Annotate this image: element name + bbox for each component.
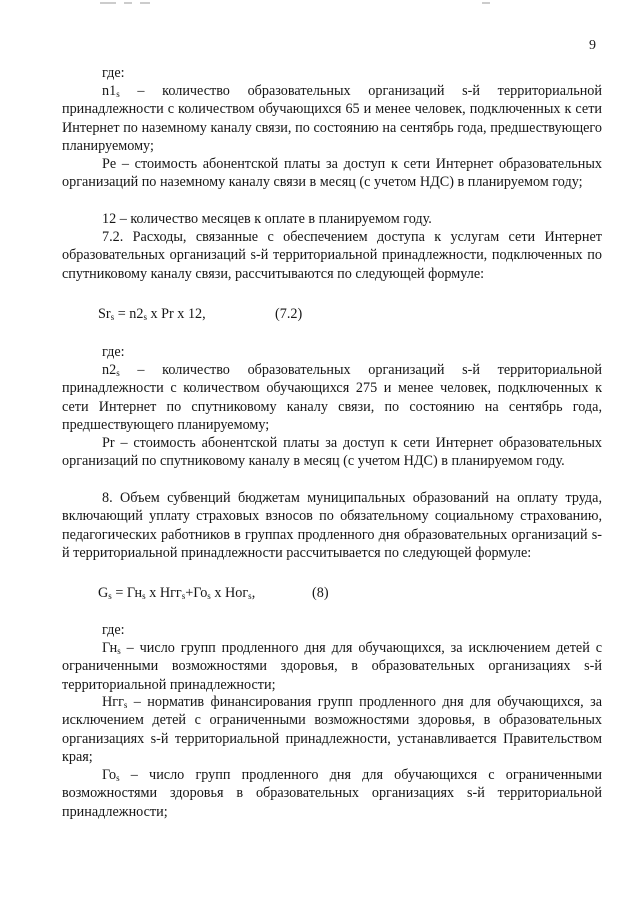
formula-mid: x Нгг <box>145 585 182 601</box>
formula-7-2 <box>98 305 328 323</box>
formula-lhs: G <box>98 585 109 601</box>
definition-text: – число групп продленного дня для обучающихся с ограниченными возможностями здоровья в образовательных организациях s-й территориальной принадлежности; <box>62 767 602 820</box>
where-label: где: <box>102 65 125 81</box>
subscript-s: s <box>123 700 128 710</box>
variable-gn: Гн <box>102 640 118 656</box>
formula-lhs: Sr <box>98 306 111 322</box>
definition-text: – число групп продленного дня для обучающихся, за исключением детей с ограниченными возможностями здоровья, в образовательных организациях s-й территориальной принадлежности; <box>62 640 602 693</box>
subscript-s: s <box>248 591 252 601</box>
formula-tail: , <box>251 585 256 601</box>
paragraph-n2s-definition <box>62 361 602 434</box>
paragraph-section-8: 8. Объем субвенций бюджетам муниципальных образований на оплату труда, включающий уплату страховых взносов по обязательному социальному страхованию, педагогических работников в группах продленного дня образовательных организаций s-й территориальной принадлежности рассчитывается по следующей формуле: <box>62 490 602 561</box>
subscript-s: s <box>116 773 120 783</box>
variable-n2: n2 <box>102 362 117 378</box>
formula-8 <box>98 584 348 602</box>
where-label: где: <box>102 622 125 638</box>
variable-go: Го <box>102 767 117 783</box>
definition-text: – количество образовательных организаций s-й территориальной принадлежности с количеством обучающихся 275 и менее человек, подключенных к сети Интернет по спутниковому каналу связи, по состоянию на сентябрь года, предшествующего планируемому; <box>62 362 602 433</box>
formula-number: (7.2) <box>275 306 303 322</box>
page-number: 9 <box>589 38 596 53</box>
variable-ngg: Нгг <box>102 694 124 710</box>
paragraph-months-definition: 12 – количество месяцев к оплате в планируемом году. <box>102 211 432 227</box>
definition-text: – количество образовательных организаций s-й территориальной принадлежности с количеством обучающихся 65 и менее человек, подключенных к сети Интернет по наземному каналу связи, по состоянию на сентябрь года, предшествующего планируемому; <box>62 83 602 154</box>
paragraph-section-7-2: 7.2. Расходы, связанные с обеспечением доступа к услугам сети Интернет образовательных организаций s-й территориальной принадлежности, подключенных по спутниковому каналу связи, рассчитываются по следующей формуле: <box>62 229 602 282</box>
subscript-s: s <box>116 368 120 378</box>
paragraph-pr-definition: Pr – стоимость абонентской платы за доступ к сети Интернет образовательных организаций по спутниковому каналу в месяц (с учетом НДС) в планируемом году. <box>62 435 602 470</box>
subscript-s: s <box>207 591 211 601</box>
formula-eq: = n2 <box>114 306 144 322</box>
subscript-s: s <box>117 646 121 656</box>
formula-eq: = Гн <box>111 585 143 601</box>
paragraph-n1s-definition <box>62 82 602 155</box>
formula-mid: x Ног <box>210 585 249 601</box>
definition-text: – норматив финансирования групп продленного дня для обучающихся, за исключением детей с ограниченными возможностями здоровья, в образовательных организациях s-й территориальной принадлежности, устанавливается Правительством края; <box>62 694 602 765</box>
subscript-s: s <box>181 591 186 601</box>
where-label: где: <box>102 344 125 360</box>
paragraph-go-definition <box>62 766 602 821</box>
subscript-s: s <box>110 312 115 322</box>
variable-n1: n1 <box>102 83 117 99</box>
paragraph-ngg-definition <box>62 693 602 766</box>
formula-number: (8) <box>312 585 329 601</box>
subscript-s: s <box>116 89 120 99</box>
formula-tail: x Pr x 12, <box>146 306 206 322</box>
subscript-s: s <box>143 312 147 322</box>
subscript-s: s <box>142 591 146 601</box>
paragraph-gn-definition <box>62 639 602 694</box>
formula-mid: +Го <box>185 585 208 601</box>
scan-edge-marks <box>0 0 639 8</box>
subscript-s: s <box>108 591 112 601</box>
paragraph-pe-definition: Pe – стоимость абонентской платы за доступ к сети Интернет образовательных организаций по наземному каналу связи в месяц (с учетом НДС) в планируемом году; <box>62 156 602 191</box>
